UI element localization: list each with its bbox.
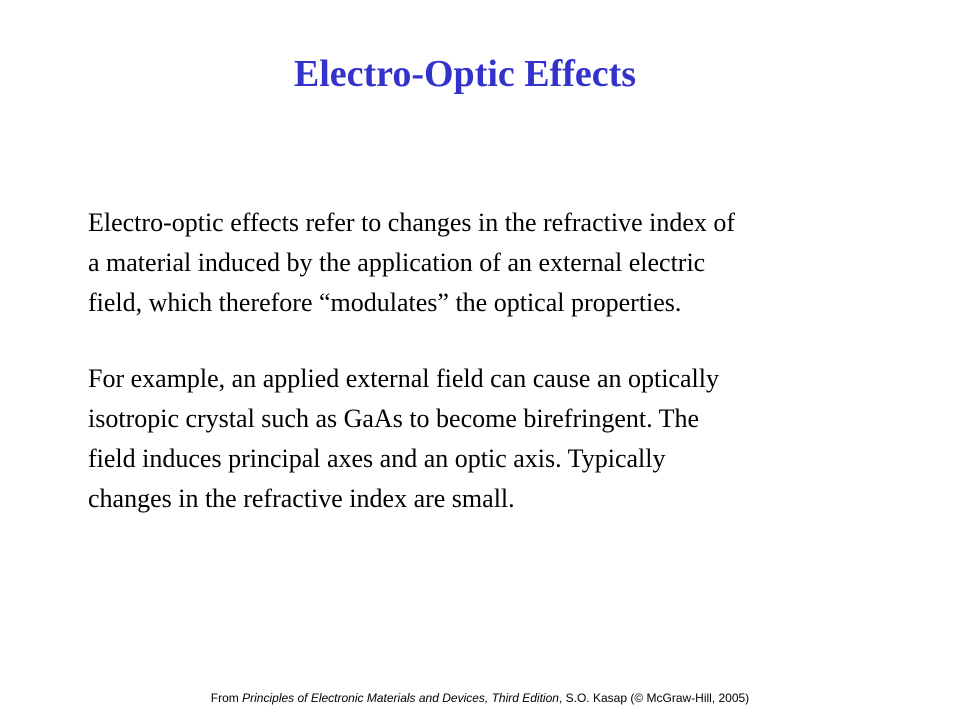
paragraph-definition: [88, 203, 908, 323]
text-line: a material induced by the application of an external electric: [88, 248, 706, 277]
text-line: field, which therefore “modulates” the optical properties.: [88, 288, 682, 317]
text-line: Electro-optic effects refer to changes in the refractive index of: [88, 208, 736, 237]
slide-title: Electro-Optic Effects: [293, 53, 637, 95]
citation-author: , S.O. Kasap (© McGraw-Hill, 2005): [558, 691, 750, 705]
text-line: isotropic crystal such as GaAs to become birefringent. The: [88, 404, 700, 433]
text-line: changes in the refractive index are small.: [88, 484, 515, 513]
citation-book-title: Principles of Electronic Materials and Devices, Third Edition: [242, 691, 559, 705]
source-citation: [0, 690, 960, 706]
text-line: For example, an applied external field can cause an optically: [88, 364, 719, 393]
citation-prefix: From: [210, 691, 243, 705]
paragraph-example: [88, 359, 908, 519]
text-line: field induces principal axes and an optic axis. Typically: [88, 444, 666, 473]
